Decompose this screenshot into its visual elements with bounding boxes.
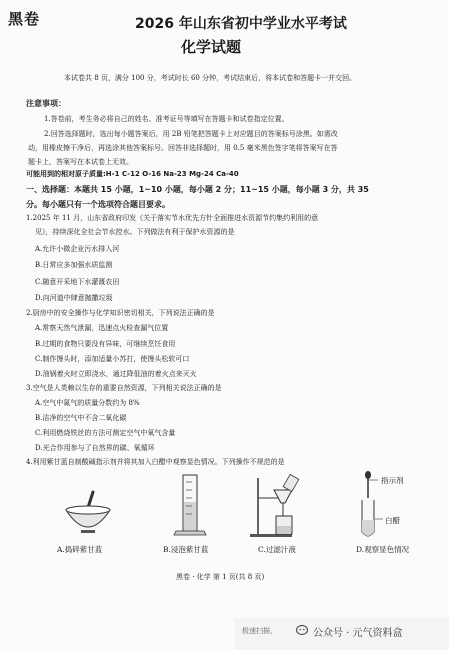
figure-label-a: A.捣碎紫甘蓝	[57, 545, 103, 554]
question-stem: 3.空气是人类赖以生存的重要自然资源，下列相关说法正确的是	[26, 384, 222, 392]
account-label: 公众号 · 元气资料盒	[313, 628, 403, 639]
atomic-masses: 可能用到的相对原子质量:H-1 C-12 O-16 Na-23 Mg-24 Ca-40	[26, 170, 239, 178]
page-info: 黑卷 · 化学 第 1 页(共 8 页)	[176, 573, 265, 581]
option: C.制作馒头时，添加适量小苏打，使馒头松软可口	[35, 355, 190, 363]
instructions-intro: 本试卷共 8 页，满分 100 分，考试时长 60 分钟，考试结束后，将本试卷和答题卡一并交回。	[64, 74, 357, 82]
wechat-icon	[296, 624, 310, 636]
option: B.洁净的空气中不含二氧化碳	[35, 414, 127, 422]
note-line: 动，用橡皮擦干净后，再选涂其他答案标号。回答非选择题时，用 0.5 毫米黑色签字笔将答案写在答	[28, 144, 338, 152]
option: A.空气中氮气的质量分数约为 8%	[35, 399, 140, 407]
figure-label-c: C.过滤汁液	[258, 545, 296, 554]
option: A.常察天然气泄漏，迅速点火检查漏气位置	[35, 324, 169, 332]
exam-title: 2026 年山东省初中学业水平考试	[135, 16, 347, 32]
vinegar-label: 白醋	[385, 516, 400, 525]
corner-label: 黑卷	[8, 10, 41, 28]
question-stem: 见》，持续深化全社会节水控水。下列做法有利于保护水资源的是	[35, 228, 235, 236]
option: C.利用燃烧铁丝的方法可测定空气中氧气含量	[35, 429, 176, 437]
option: C.随意开采地下水灌溉农田	[35, 278, 120, 286]
option: B.日常应多加强水质监测	[35, 261, 113, 269]
note-line: 题卡上，答案写在本试卷上无效。	[28, 158, 133, 166]
notes-heading: 注意事项：	[26, 99, 66, 108]
indicator-label: 指示剂	[381, 476, 404, 485]
question-stem: 4.利用紫甘蓝自制酸碱指示剂并将其加入白醋中观察显色情况。下列操作不规范的是	[26, 458, 285, 466]
figure-label-b: B.浸泡紫甘蓝	[163, 545, 209, 554]
graduated-cylinder-drawing	[174, 475, 206, 535]
note-line: 1.答卷前，考生务必将自己的姓名、准考证号等填写在答题卡和试卷指定位置。	[44, 115, 289, 123]
option: A.允许小微企业污水排入河	[35, 245, 120, 253]
option: B.过期的食物只要没有异味，可继续烹饪食用	[35, 340, 176, 348]
mortar-pestle-drawing	[66, 492, 110, 533]
section-heading: 分。每小题只有一个选项符合题目要求。	[26, 200, 170, 209]
question-stem: 1.2025 年 11 月，山东省政府印发《关于落实节水优先方针全面推进水资源节约集约利用的意	[26, 214, 319, 222]
option: D.光合作用参与了自然界的碳、氧循环	[35, 444, 155, 452]
question-stem: 2.厨房中的安全操作与化学知识密切相关，下列说法正确的是	[26, 309, 215, 317]
filtration-setup-drawing	[250, 474, 299, 537]
figure-label-d: D.观察显色情况	[356, 545, 410, 554]
option: D.油锅着火时立即浇水，通过降低油的着火点来灭火	[35, 370, 197, 378]
dropper-test-tube-drawing	[362, 471, 383, 536]
note-line: 2.回答选择题时，选出每小题答案后，用 2B 铅笔把答题卡上对应题目的答案标号涂黑。如需改	[44, 130, 338, 138]
exam-subtitle: 化学试题	[181, 38, 242, 56]
scan-note: 极速扫描，	[242, 627, 277, 635]
section-heading: 一、选择题：本题共 15 小题，1~10 小题，每小题 2 分；11~15 小题，每小题 3 分，共 35	[26, 185, 369, 194]
option: D.向河道中肆意抛撒垃圾	[35, 294, 113, 302]
